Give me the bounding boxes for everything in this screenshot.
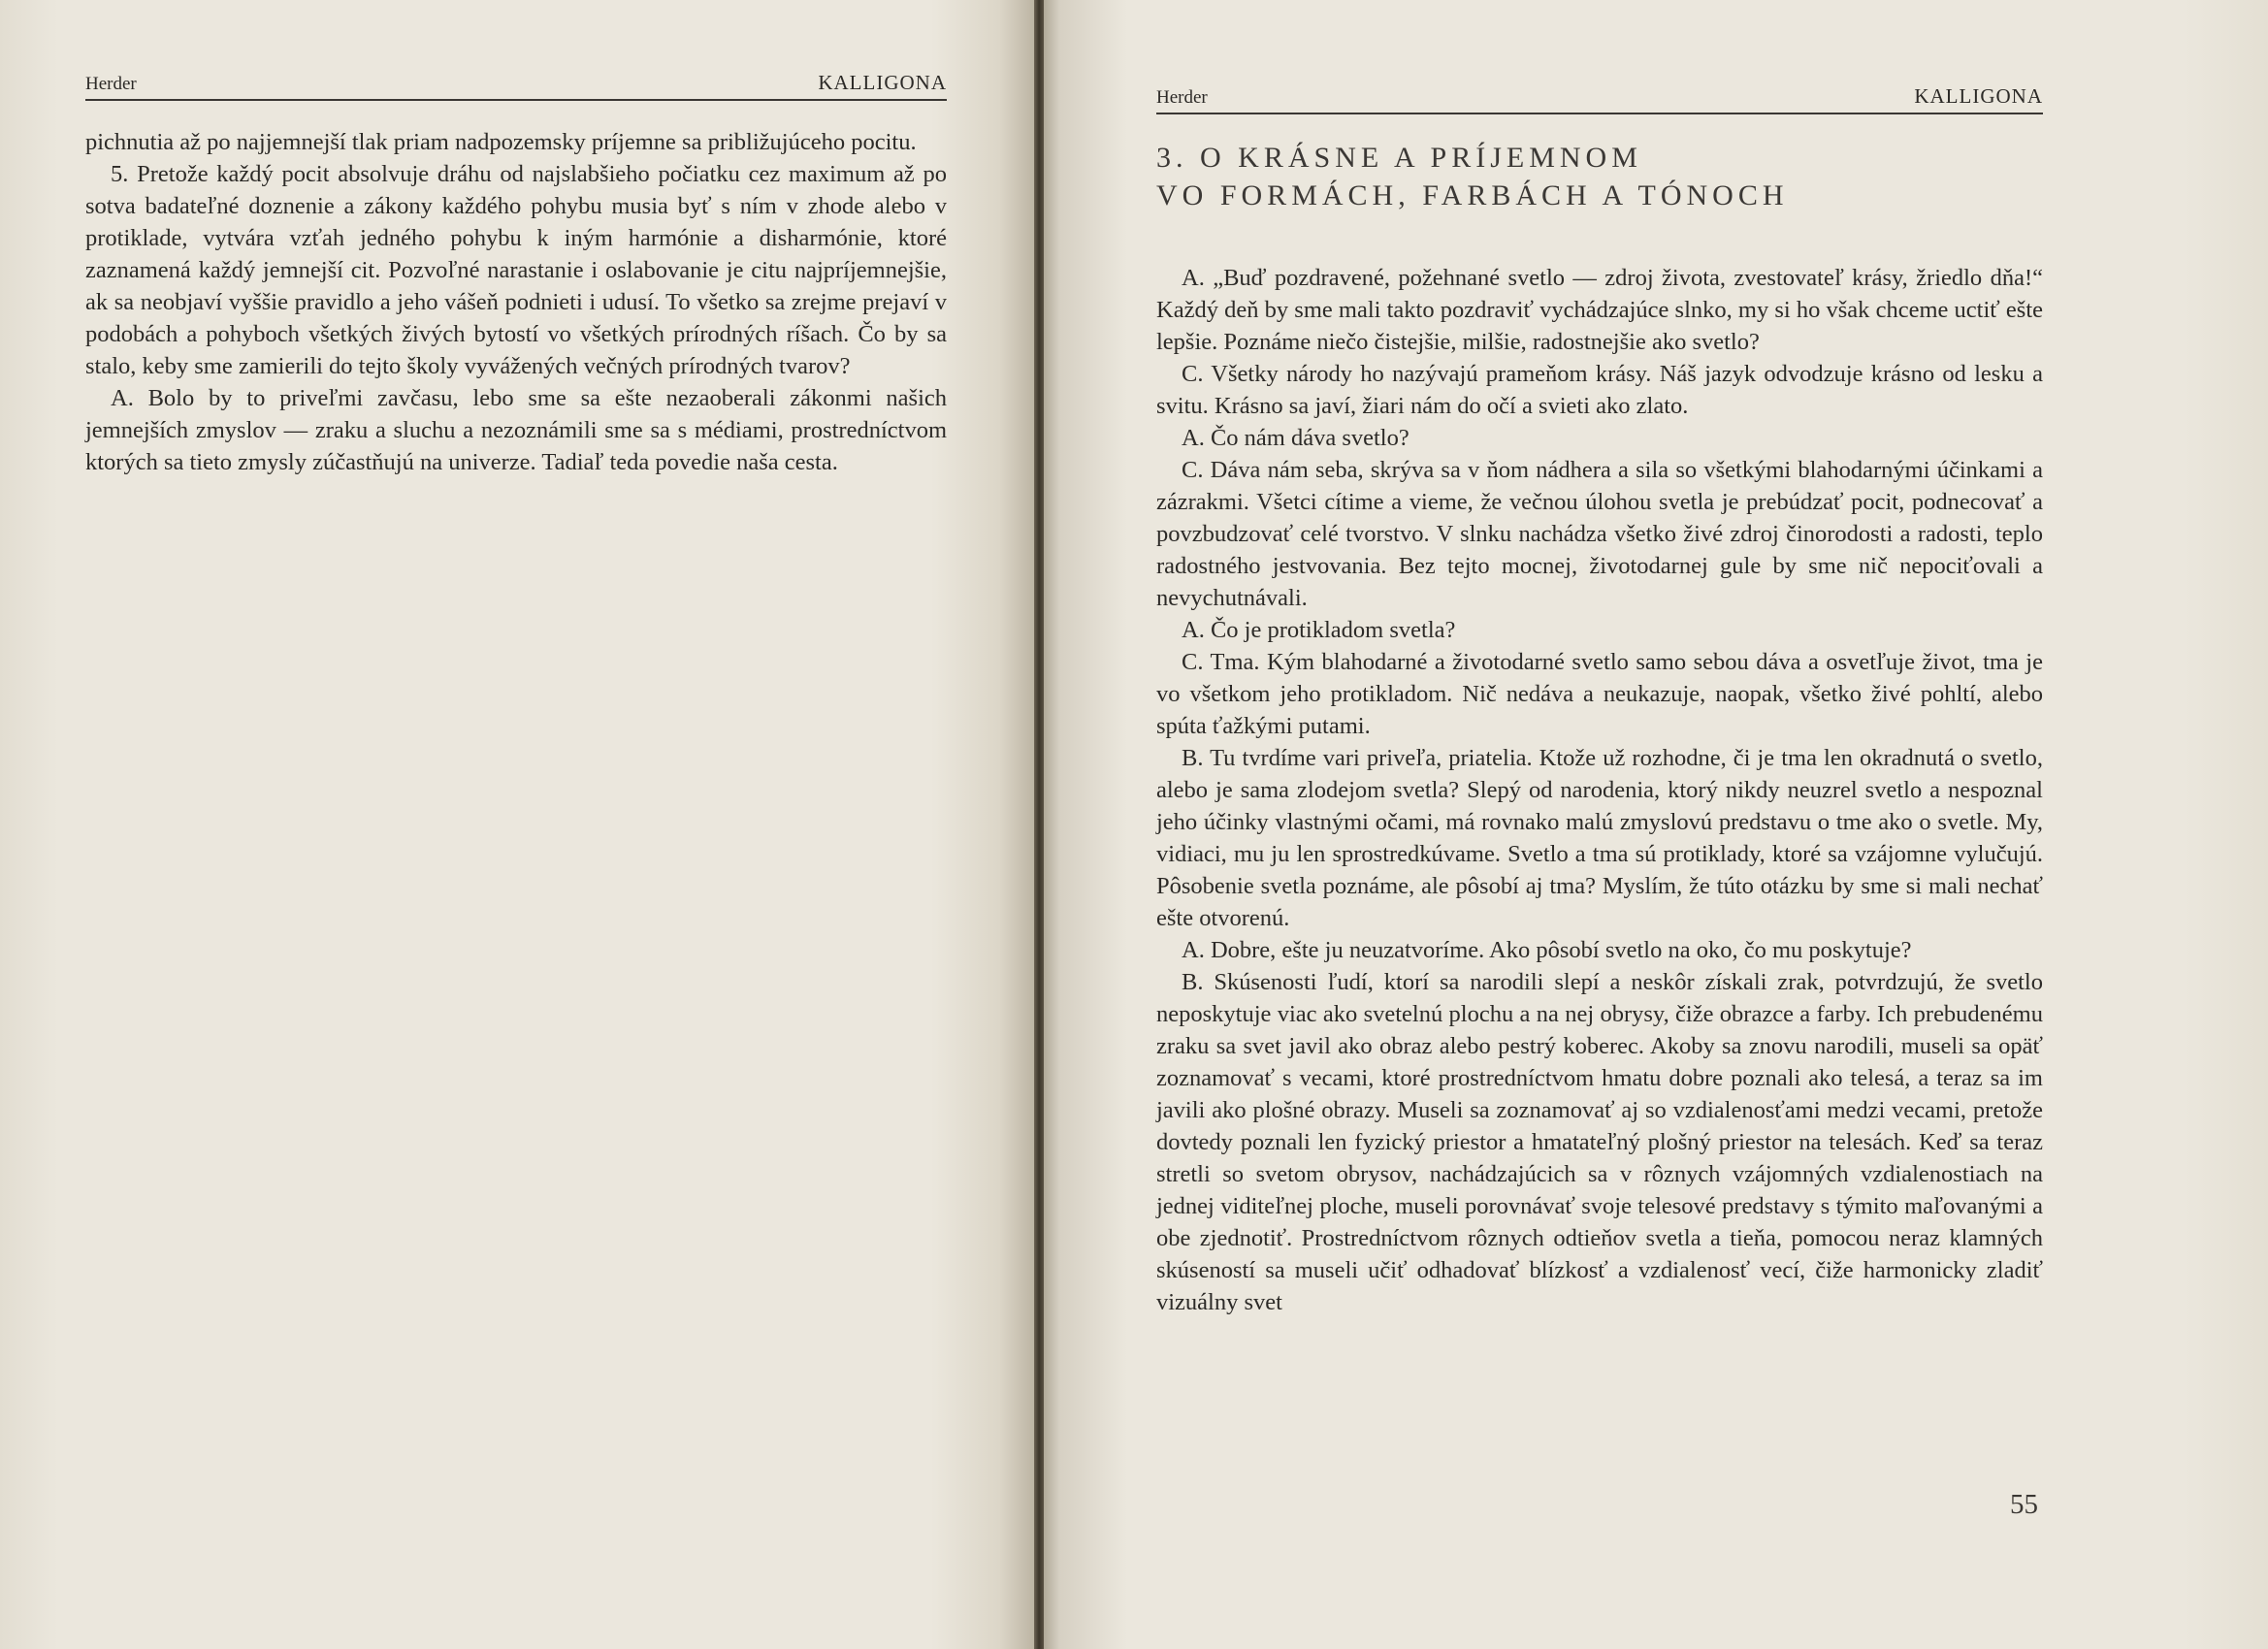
chapter-title-line-2: VO FORMÁCH, FARBÁCH A TÓNOCH: [1156, 179, 1789, 211]
left-running-header: [85, 62, 947, 101]
paragraph: B. Tu tvrdíme vari priveľa, priatelia. Ktože už rozhodne, či je tma len okradnutá o svetlo, alebo je sama zlodejom svetla? Slepý od narodenia, ktorý nikdy neuzrel svetlo a nespoznal jeho účinky vlastnými očami, má rovnako malú zmyslovú predstavu o tme ako o svetle. My, vidiaci, mu ju len sprostredkúvame. Svetlo a tma sú protiklady, ktoré sa vzájomne vylučujú. Pôsobenie svetla poznáme, ale pôsobí aj tma? Myslím, že túto otázku by sme si mali nechať ešte otvorenú.: [1156, 745, 2043, 931]
left-header-title: KALLIGONA: [818, 71, 947, 94]
right-header-author: Herder: [1156, 87, 1208, 108]
left-body-text: [85, 126, 947, 478]
paragraph: A. Čo nám dáva svetlo?: [1182, 425, 1409, 451]
paragraph: A. Dobre, ešte ju neuzatvoríme. Ako pôsobí svetlo na oko, čo mu poskytuje?: [1182, 937, 1912, 963]
paragraph: pichnutia až po najjemnejší tlak priam nadpozemsky príjemne sa približujúceho pocitu.: [85, 129, 917, 155]
page-number: 55: [2010, 1489, 2038, 1520]
paragraph: A. Bolo by to priveľmi zavčasu, lebo sme sa ešte nezaoberali zákonmi našich jemnejších zmyslov — zraku a sluchu a nezoznámili sme sa s médiami, prostredníctvom ktorých sa tieto zmysly zúčastňujú na univerze. Tadiaľ teda povedie naša cesta.: [85, 385, 947, 475]
left-page: [0, 0, 1038, 1649]
paragraph: C. Všetky národy ho nazývajú prameňom krásy. Náš jazyk odvodzuje krásno od lesku a svitu. Krásno sa javí, žiari nám do očí a svieti ako zlato.: [1156, 361, 2043, 419]
right-body-text: [1156, 262, 2043, 1318]
right-header-title: KALLIGONA: [1914, 84, 2043, 108]
left-header-rule: [85, 99, 947, 101]
paragraph: B. Skúsenosti ľudí, ktorí sa narodili slepí a neskôr získali zrak, potvrdzujú, že svetlo neposkytuje viac ako svetelnú plochu a na nej obrysy, čiže obrazce a farby. Ich prebudenému zraku sa svet javil ako obraz alebo pestrý koberec. Akoby sa znovu narodili, museli sa opäť zoznamovať s vecami, ktoré prostredníctvom hmatu dobre poznali ako telesá, a teraz sa im javili ako plošné obrazy. Museli sa zoznamovať aj so vzdialenosťami medzi vecami, pretože dovtedy poznali len fyzický priestor a hmatateľný plošný priestor na telesách. Keď sa teraz stretli so svetom obrysov, nachádzajúcich sa v rôznych vzájomných vzdialenostiach na jednej viditeľnej ploche, museli porovnávať svoje telesové predstavy s týmito maľovanými a obe zjednotiť. Prostredníctvom rôznych odtieňov svetla a tieňa, pomocou neraz klamných skúseností sa museli učiť odhadovať blízkosť a vzdialenosť vecí, čiže harmonicky zladiť vizuálny svet: [1156, 969, 2043, 1315]
paragraph: C. Tma. Kým blahodarné a životodarné svetlo samo sebou dáva a osvetľuje život, tma je vo všetkom jeho protikladom. Nič nedáva a neukazuje, naopak, všetko živé pohltí, alebo spúta ťažkými putami.: [1156, 649, 2043, 739]
chapter-title-line-1: 3. O KRÁSNE A PRÍJEMNOM: [1156, 142, 1642, 174]
right-page: [1040, 0, 2268, 1649]
right-running-header: [1156, 76, 2043, 114]
paragraph: A. Čo je protikladom svetla?: [1182, 617, 1456, 643]
book-gutter: [1034, 0, 1044, 1649]
left-header-author: Herder: [85, 74, 137, 94]
paragraph: C. Dáva nám seba, skrýva sa v ňom nádhera a sila so všetkými blahodarnými účinkami a zázrakmi. Všetci cítime a vieme, že večnou úlohou svetla je prebúdzať pocit, podnecovať a povzbudzovať celé tvorstvo. V slnku nachádza všetko živé zdroj činorodosti a radosti, teplo radostného jestvovania. Bez tejto mocnej, životodarnej gule by sme nič nepociťovali a nevychutnávali.: [1156, 457, 2043, 611]
right-header-rule: [1156, 113, 2043, 114]
paragraph: A. „Buď pozdravené, požehnané svetlo — zdroj života, zvestovateľ krásy, žriedlo dňa!“ Každý deň by sme mali takto pozdraviť vychádzajúce slnko, my si ho však chceme uctiť ešte lepšie. Poznáme niečo čistejšie, milšie, radostnejšie ako svetlo?: [1156, 265, 2043, 355]
chapter-heading: [1156, 139, 2043, 214]
paragraph: 5. Pretože každý pocit absolvuje dráhu od najslabšieho počiatku cez maximum až po sotva badateľné doznenie a zákony každého pohybu musia byť s ním v zhode alebo v protiklade, vytvára vzťah jedného pohybu k iným harmónie a disharmónie, ktoré zaznamená každý jemnejší cit. Pozvoľné narastanie i oslabovanie je citu najpríjemnejšie, ak sa neobjaví vyššie pravidlo a jeho vášeň podnieti i udusí. To všetko sa zrejme prejaví v podobách a pohyboch všetkých živých bytostí vo všetkých prírodných ríšach. Čo by sa stalo, keby sme zamierili do tejto školy vyvážených večných prírodných tvarov?: [85, 161, 947, 379]
